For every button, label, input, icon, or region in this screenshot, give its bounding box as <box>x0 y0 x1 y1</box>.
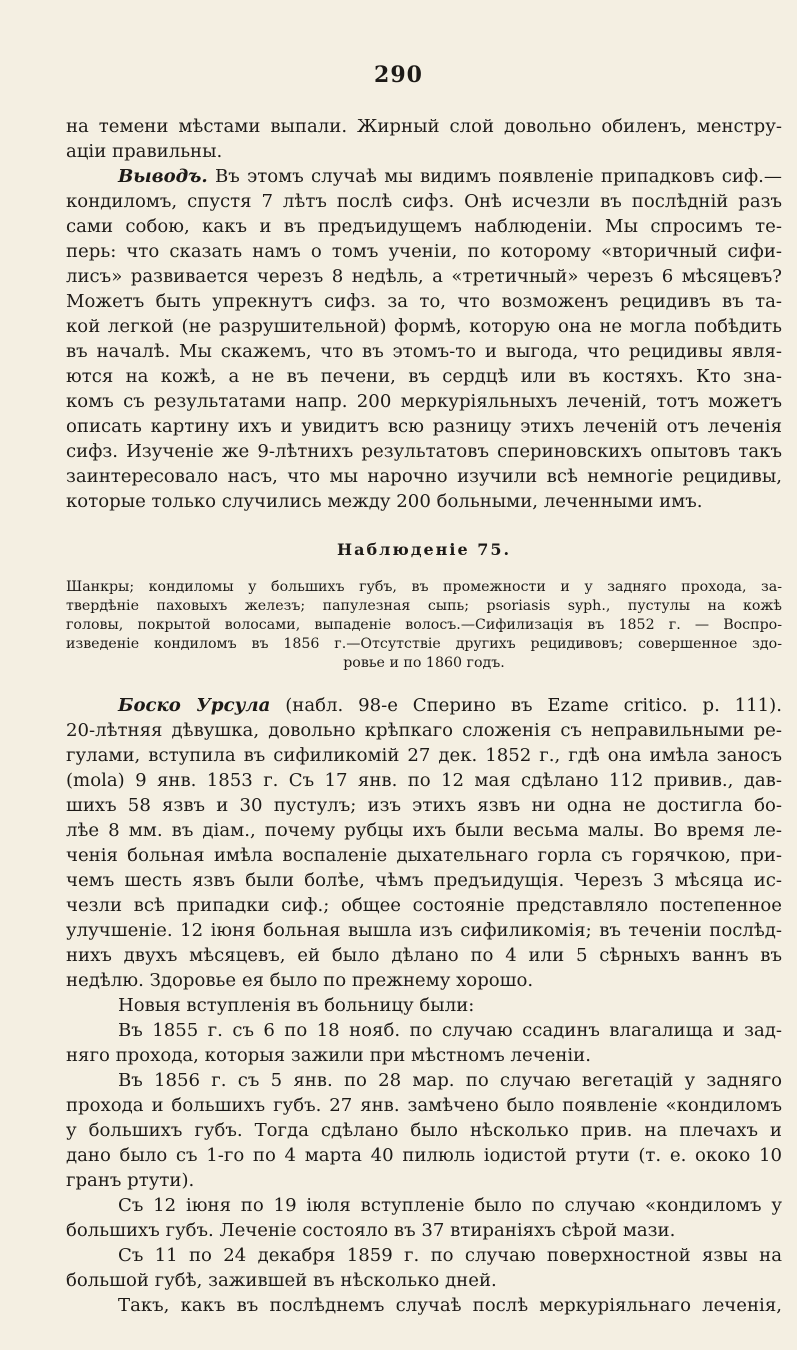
text-line: улучшеніе. 12 іюня больная вышла изъ сифиликомія; въ теченіи послѣд- <box>66 920 782 941</box>
text-line: Съ 11 по 24 декабря 1859 г. по случаю поверхностной язвы на <box>118 1245 782 1266</box>
text-line: гранъ ртути). <box>66 1170 195 1191</box>
text-line: шихъ 58 язвъ и 30 пустулъ; изъ этихъ язвъ ни одна не достигла бо- <box>66 795 782 816</box>
text-line: большой губѣ, зажившей въ нѣсколько дней. <box>66 1270 497 1291</box>
text-line: Въ 1856 г. съ 5 янв. по 28 мар. по случаю вегетацій у задняго <box>118 1070 782 1091</box>
text-line: няго прохода, которыя зажили при мѣстномъ леченіи. <box>66 1045 591 1066</box>
text-line: описать картину ихъ и увидитъ всю разницу этихъ леченій отъ леченія <box>66 416 782 437</box>
text-line: (mola) 9 янв. 1853 г. Съ 17 янв. по 12 мая сдѣлано 112 привив., дав- <box>66 770 782 791</box>
text-line: заинтересовало насъ, что мы нарочно изучили всѣ немногіе рецидивы, <box>66 466 782 487</box>
text-line: Можетъ быть упрекнутъ сифз. за то, что возможенъ рецидивъ въ та- <box>66 291 782 312</box>
summary-line: головы, покрытой волосами, выпаденіе волосъ.—Сифилизація въ 1852 г. — Воспро- <box>66 617 782 633</box>
summary-line: ровье и по 1860 годъ. <box>343 655 505 671</box>
text-line: прохода и большихъ губъ. 27 янв. замѣчено было появленіе «кондиломъ <box>66 1095 782 1116</box>
text-line: у большихъ губъ. Тогда сдѣлано было нѣсколько прив. на плечахъ и <box>66 1120 782 1141</box>
text-line: на темени мѣстами выпали. Жирный слой довольно обиленъ, менстру- <box>66 116 782 137</box>
text-line: ченія больная имѣла воспаленіе дыхательнаго горла съ горячкою, при- <box>66 845 782 866</box>
text-line: лисъ» развивается черезъ 8 недѣль, а «третичный» черезъ 6 мѣсяцевъ? <box>66 266 782 287</box>
summary-line: изведеніе кондиломъ въ 1856 г.—Отсутствіе другихъ рецидивовъ; совершенное здо- <box>66 636 782 652</box>
text-line: сифз. Изученіе же 9-лѣтнихъ результатовъ спериновскихъ опытовъ такъ <box>66 441 782 462</box>
text-line: Выводъ. Въ этомъ случаѣ мы видимъ появленіе припадковъ сиф.— <box>118 166 782 187</box>
page-text <box>66 114 782 1318</box>
text-line: кондиломъ, спустя 7 лѣтъ послѣ сифз. Онѣ исчезли въ послѣдній разъ <box>66 191 782 212</box>
case-description <box>66 693 782 1318</box>
text-line: лѣе 8 мм. въ діам., почему рубцы ихъ были весьма малы. Во время ле- <box>66 820 782 841</box>
text-line: кой легкой (не разрушительной) формѣ, которую она не могла побѣдить <box>66 316 782 337</box>
text-line: въ началѣ. Мы скажемъ, что въ этомъ-то и выгода, что рецидивы явля- <box>66 341 782 362</box>
text-line: дано было съ 1-го по 4 марта 40 пилюль іодистой ртути (т. е. ококо 10 <box>66 1145 782 1166</box>
text-line: перь: что сказать намъ о томъ ученіи, по которому «вторичный сифи- <box>66 241 782 262</box>
text-line: Такъ, какъ въ послѣднемъ случаѣ послѣ меркуріяльнаго леченія, <box>118 1295 782 1316</box>
text-line: 20-лѣтняя дѣвушка, довольно крѣпкаго сложенія съ неправильными ре- <box>66 720 782 741</box>
page-number: 290 <box>374 62 423 88</box>
text-line: чезли всѣ припадки сиф.; общее состояніе представляло постепенное <box>66 895 782 916</box>
text-line: большихъ губъ. Леченіе состояло въ 37 втираніяхъ сѣрой мази. <box>66 1220 676 1241</box>
summary-line: твердѣніе паховыхъ железъ; папулезная сыпь; psoriasis syph., пустулы на кожѣ <box>66 598 782 614</box>
patient-name: Боско Урсула <box>118 695 271 716</box>
text-line: гулами, вступила въ сифиликомій 27 дек. 1852 г., гдѣ она имѣла заносъ <box>66 745 782 766</box>
text-line: ются на кожѣ, а не въ печени, въ сердцѣ или въ костяхъ. Кто зна- <box>66 366 782 387</box>
text-line: аціи правильны. <box>66 141 223 162</box>
text-line: Съ 12 іюня по 19 іюля вступленіе было по случаю «кондиломъ у <box>118 1195 782 1216</box>
text-line: Въ 1855 г. съ 6 по 18 нояб. по случаю ссадинъ влагалища и зад- <box>118 1020 782 1041</box>
observation-heading: Наблюденіе 75. <box>336 540 512 559</box>
conclusion-label: Выводъ. <box>118 166 208 187</box>
text-line: Новыя вступленія въ больницу были: <box>118 995 475 1016</box>
text-line: нихъ двухъ мѣсяцевъ, ей было дѣлано по 4 или 5 сѣрныхъ ваннъ въ <box>66 945 782 966</box>
text-line: недѣлю. Здоровье ея было по прежнему хорошо. <box>66 970 534 991</box>
summary-line: Шанкры; кондиломы у большихъ губъ, въ промежности и у задняго прохода, за- <box>66 579 782 595</box>
text-line: сами собою, какъ и въ предъидущемъ наблюденіи. Мы спросимъ те- <box>66 216 782 237</box>
text-line: комъ съ результатами напр. 200 меркуріяльныхъ леченій, тотъ можетъ <box>66 391 782 412</box>
text-line: которые только случились между 200 больными, леченными имъ. <box>66 491 703 512</box>
observation-summary <box>66 578 782 673</box>
text-line: Боско Урсула (набл. 98-е Сперино въ Ezame critico. p. 111). <box>118 695 782 716</box>
text-line: чемъ шесть язвъ были болѣе, чѣмъ предъидущія. Черезъ 3 мѣсяца ис- <box>66 870 782 891</box>
